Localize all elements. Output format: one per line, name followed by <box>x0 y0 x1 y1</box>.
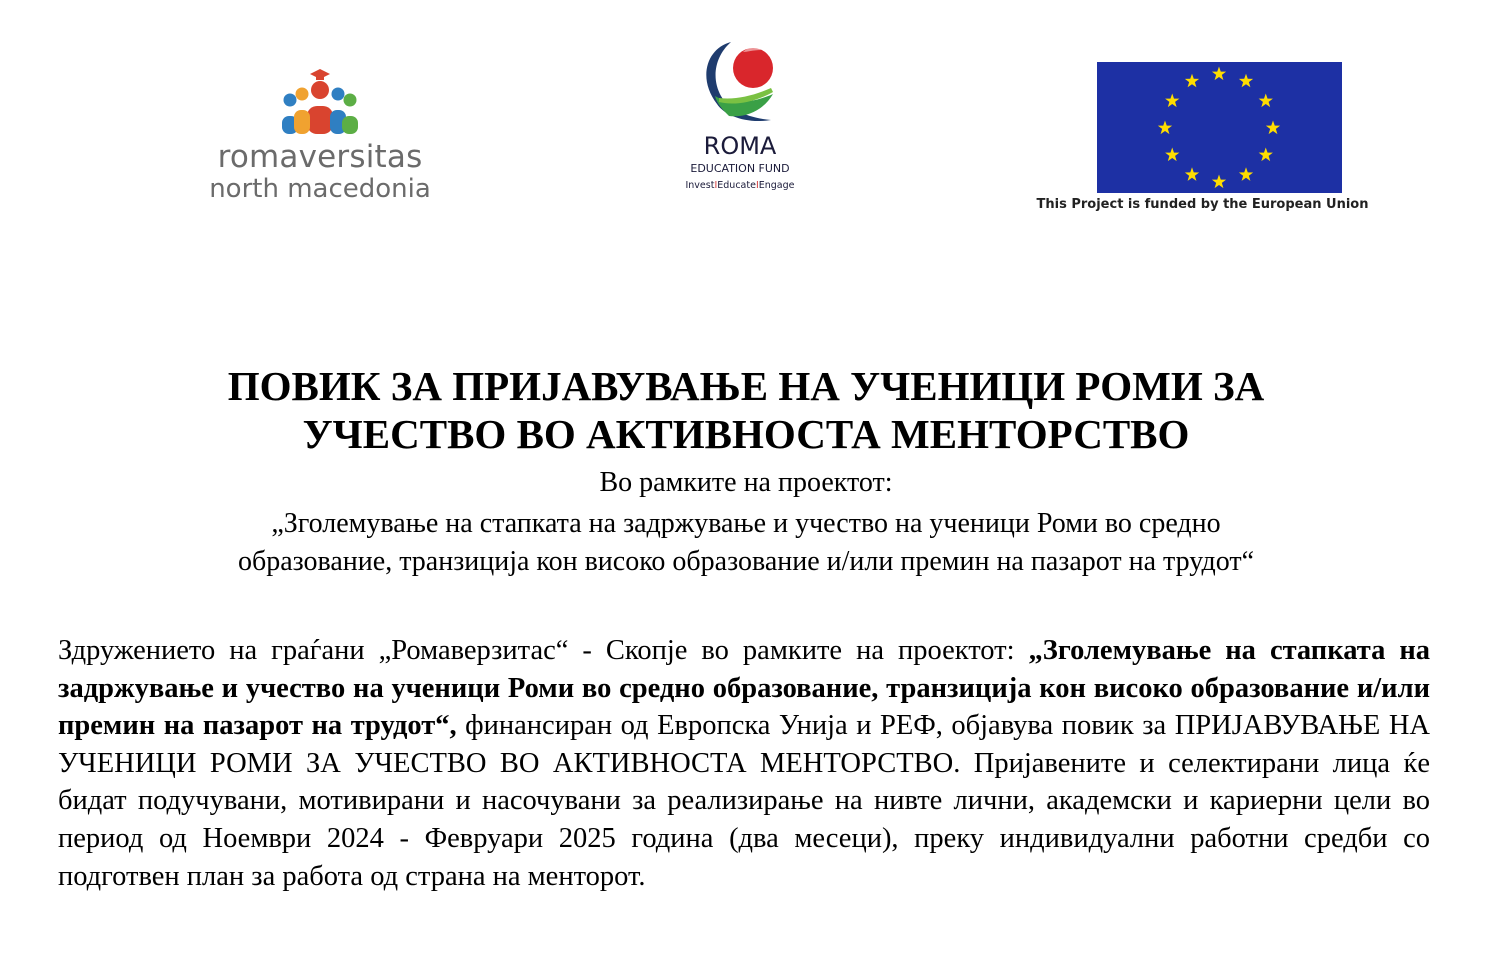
eu-star-icon <box>1259 94 1273 108</box>
eu-star-icon <box>1266 121 1280 135</box>
romaversitas-name: romaversitas <box>217 139 423 175</box>
romaversitas-logo <box>205 66 435 211</box>
ref-subtitle: EDUCATION FUND <box>690 162 790 175</box>
eu-star-icon <box>1165 148 1179 162</box>
eu-star-icon <box>1185 74 1199 88</box>
eu-star-icon <box>1212 67 1226 81</box>
ref-tagline-sep-1: I <box>714 180 718 191</box>
ref-tagline-invest: Invest <box>685 180 715 191</box>
eu-star-icon <box>1165 94 1179 108</box>
eu-star-icon <box>1212 175 1226 189</box>
eu-star-icon <box>1158 121 1172 135</box>
ref-emblem-icon <box>695 38 780 128</box>
students-icon <box>280 66 360 138</box>
project-name <box>100 505 1392 581</box>
title-line-1: ПОВИК ЗА ПРИЈАВУВАЊЕ НА УЧЕНИЦИ РОМИ ЗА <box>227 363 1265 409</box>
roma-education-fund-logo <box>665 38 815 203</box>
ref-tagline-engage: Engage <box>758 180 795 191</box>
eu-star-icon <box>1239 74 1253 88</box>
body-paragraph <box>58 632 1430 895</box>
body-project-bold: „Зголемување на стапката на задржување и учество на ученици Роми во средно образование, транзиција кон високо образование и/или премин на пазарот на трудот“, <box>58 635 1431 742</box>
project-name-line-1: „Зголемување на стапката на задржување и учество на ученици Роми во средно <box>271 508 1221 539</box>
body-lead: Здружението на граѓани „Ромаверзитас“ - Скопје во рамките на проектот: <box>58 635 1029 666</box>
eu-stars-icon <box>1097 62 1342 193</box>
title-line-2: УЧЕСТВО ВО АКТИВНОСТА МЕНТОРСТВО <box>302 411 1190 457</box>
eu-star-icon <box>1239 167 1253 181</box>
eu-flag <box>1097 62 1342 193</box>
eu-funding-caption: This Project is funded by the European Union <box>1036 197 1369 212</box>
romaversitas-subtitle: north macedonia <box>209 174 431 204</box>
eu-star-icon <box>1259 148 1273 162</box>
ref-tagline <box>665 180 815 191</box>
body-rest: финансиран од Европска Унија и РЕФ, објавува повик за ПРИЈАВУВАЊЕ НА УЧЕНИЦИ РОМИ ЗА УЧЕСТВО ВО АКТИВНОСТА МЕНТОРСТВО. Пријавените и селектирани лица ќе бидат подучувани, мотивирани и насочувани за реализирање на нивте лични, академски и кариерни цели во период од Ноември 2024 - Февруари 2025 година (два месеци), преку индивидуални работни средби со подготвен план за работа од страна на менторот. <box>58 710 1431 892</box>
ref-tagline-sep-2: I <box>755 180 759 191</box>
project-intro: Во рамките на проектот: <box>599 467 893 498</box>
eu-star-icon <box>1185 167 1199 181</box>
page-title <box>60 362 1432 458</box>
ref-tagline-educate: Educate <box>717 180 756 191</box>
ref-name: ROMA <box>703 132 777 160</box>
project-name-line-2: образование, транзиција кон високо образование и/или премин на пазарот на трудот“ <box>237 546 1255 577</box>
